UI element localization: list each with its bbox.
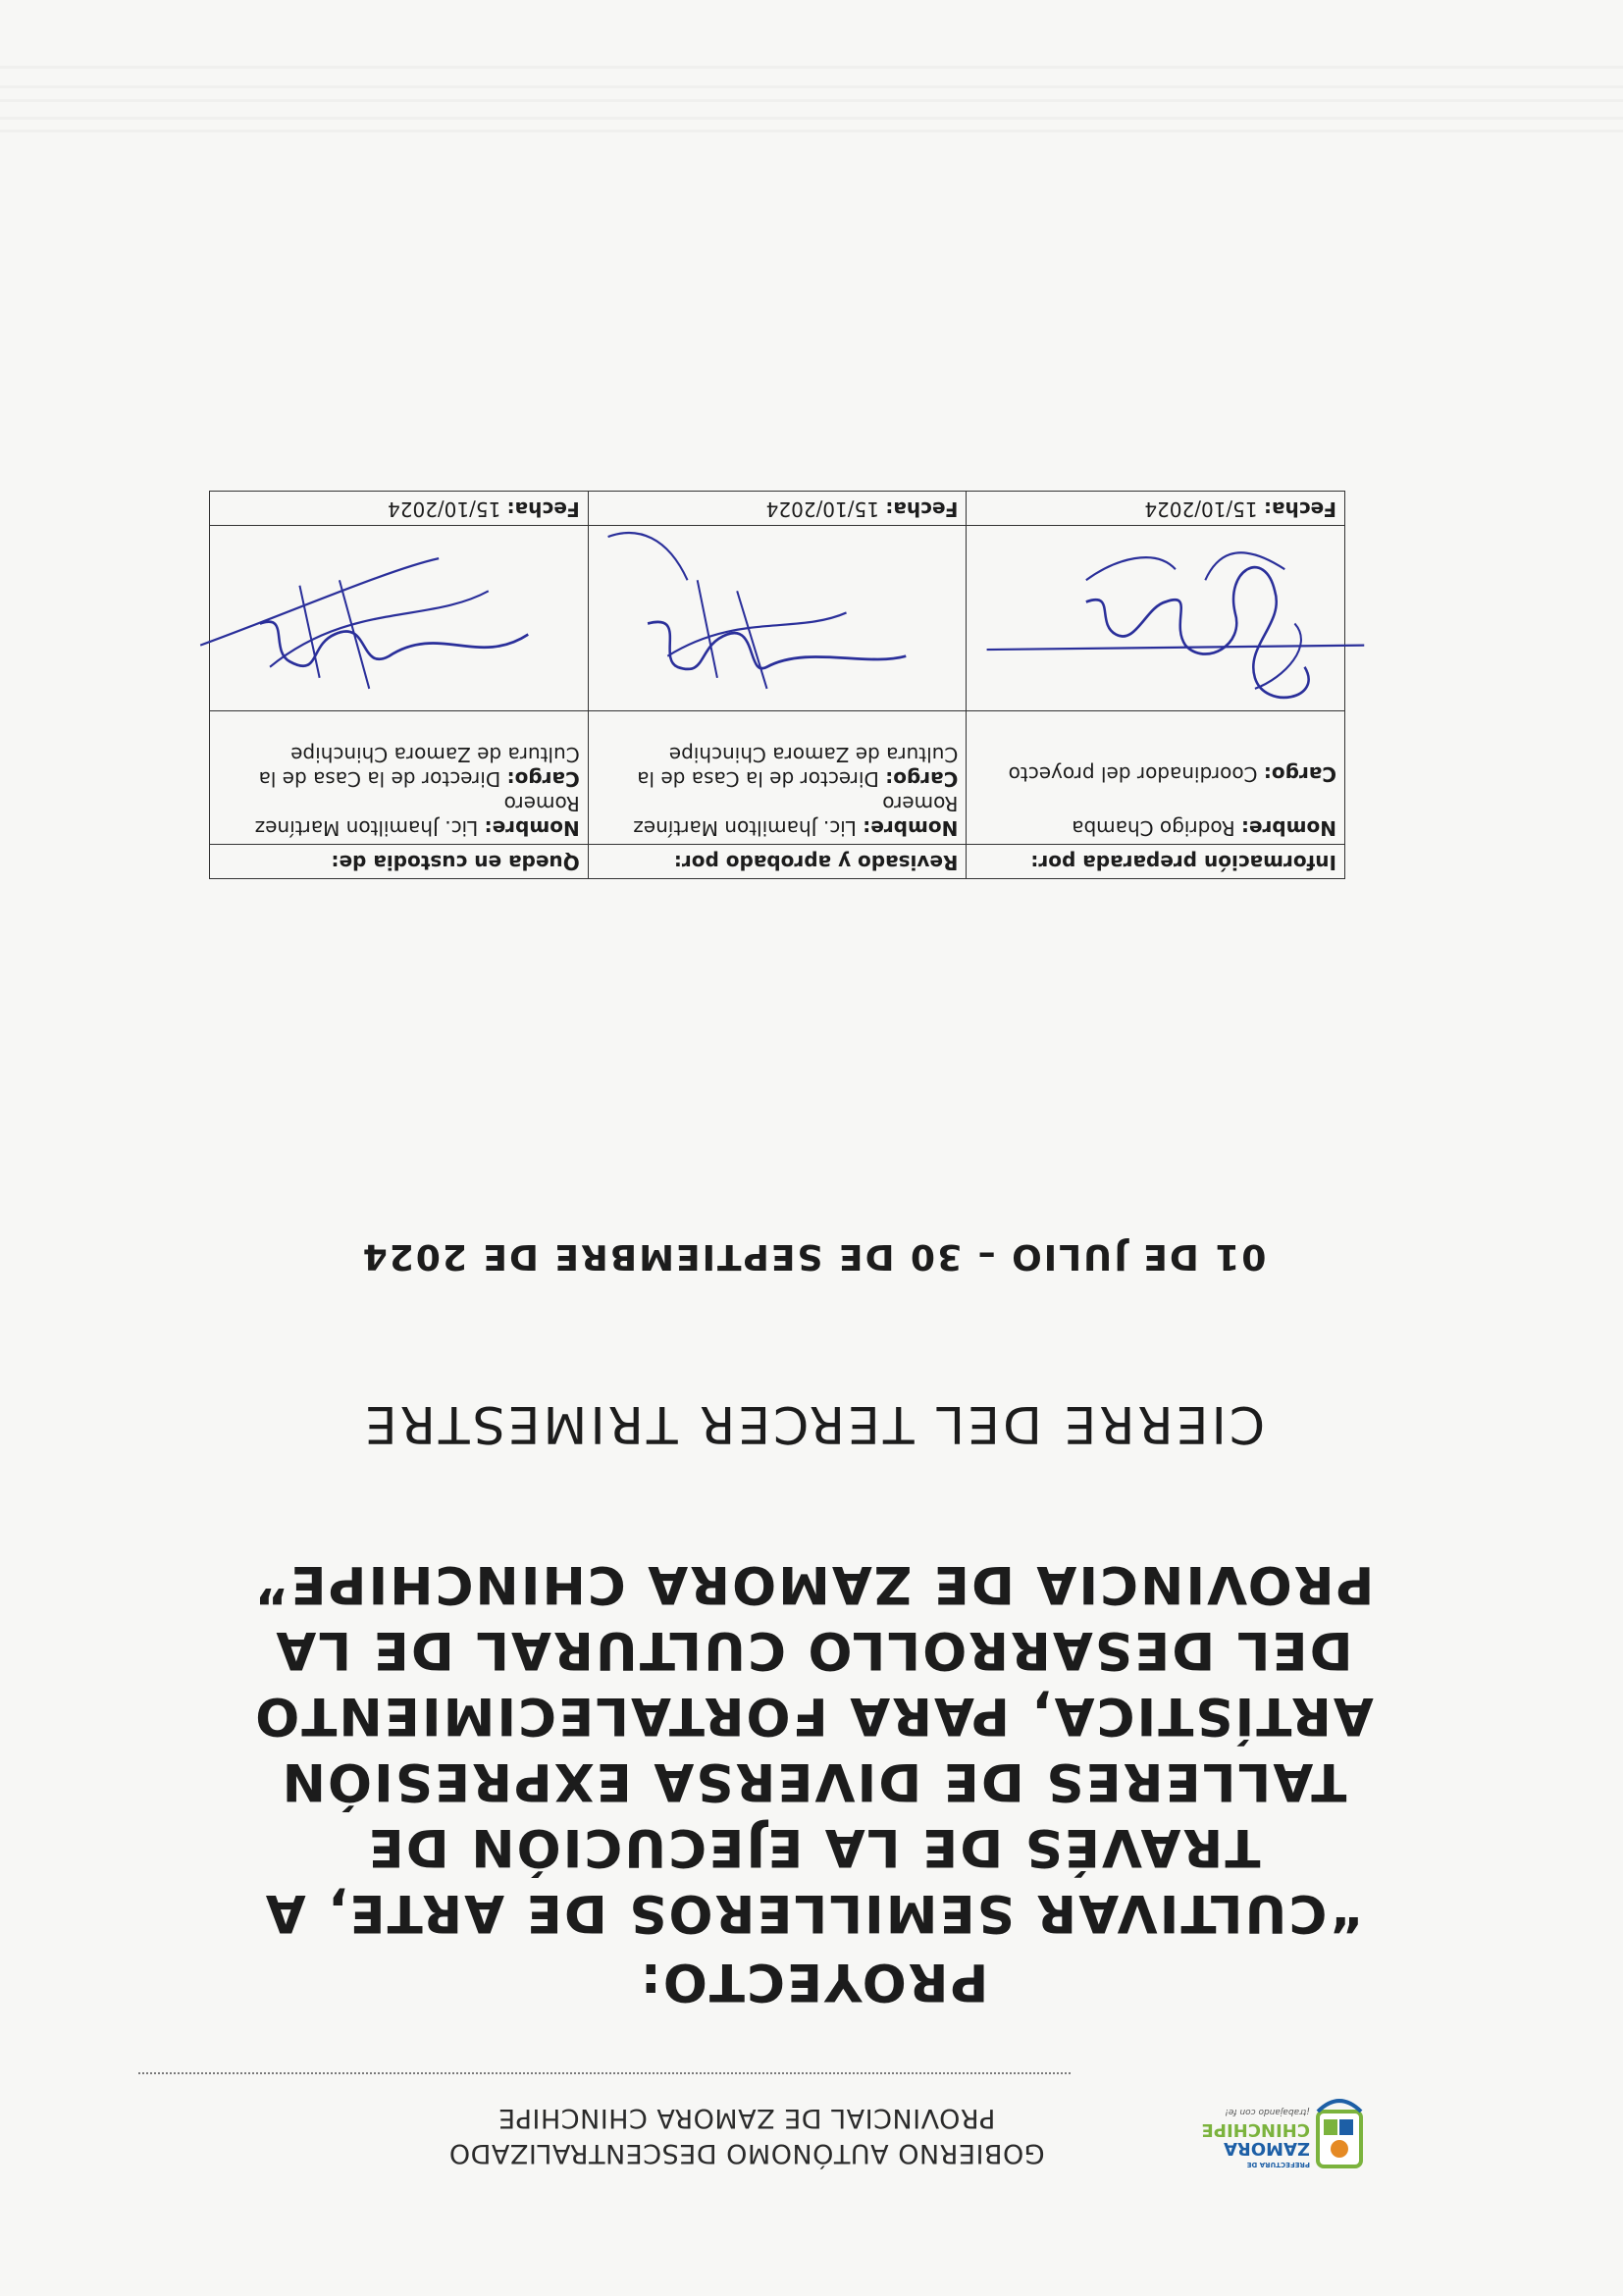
svg-text:PREFECTURA DE: PREFECTURA DE bbox=[1246, 2161, 1310, 2168]
custody-date bbox=[210, 492, 589, 526]
custody-name: Lic. Jhamilton Martínez Romero bbox=[254, 792, 580, 841]
reviewed-by-signature-cell bbox=[588, 525, 967, 710]
role-label: Cargo: bbox=[506, 767, 580, 792]
header-reviewed-by: Revisado y aprobado por: bbox=[588, 845, 967, 879]
date-range: 01 DE JULIO – 30 DE SEPTIEMBRE DE 2024 bbox=[360, 1236, 1267, 1277]
table-header-row bbox=[210, 845, 1345, 879]
institution-line-2: PROVINCIAL DE ZAMORA CHINCHIPE bbox=[497, 2103, 996, 2133]
svg-text:ZAMORA: ZAMORA bbox=[1224, 2138, 1310, 2159]
prepared-by-signature-cell bbox=[967, 525, 1345, 710]
project-label: PROYECTO: bbox=[638, 1952, 989, 2011]
date-label: Fecha: bbox=[885, 496, 959, 521]
reviewed-by-name: Lic. Jhamilton Martínez Romero bbox=[633, 792, 959, 841]
header-divider bbox=[138, 2072, 1071, 2074]
prepared-by-signature bbox=[967, 526, 1344, 710]
prefectura-logo bbox=[1201, 2082, 1365, 2180]
role-label: Cargo: bbox=[1263, 762, 1336, 787]
table-date-row bbox=[210, 492, 1345, 526]
signature-table bbox=[209, 491, 1345, 879]
project-name bbox=[220, 1551, 1407, 1946]
reviewed-by-date bbox=[588, 492, 967, 526]
role-label: Cargo: bbox=[885, 767, 959, 792]
project-name-line: ARTÍSTICA, PARA FORTALECIMIENTO bbox=[253, 1686, 1374, 1746]
name-label: Nombre: bbox=[1240, 816, 1336, 841]
custody-signature-cell bbox=[210, 525, 589, 710]
date-value: 15/10/2024 bbox=[765, 496, 879, 521]
header-custody-of: Queda en custodia de: bbox=[210, 845, 589, 879]
title-block bbox=[220, 1236, 1407, 2011]
date-label: Fecha: bbox=[506, 496, 580, 521]
prepared-by-name: Rodrigo Chamba bbox=[1072, 816, 1235, 841]
reviewed-by-role: Director de la Casa de la Cultura de Zamora Chinchipe bbox=[637, 743, 959, 792]
custody-role: Director de la Casa de la Cultura de Zamora Chinchipe bbox=[258, 743, 580, 792]
custody-signature bbox=[210, 526, 588, 710]
table-signature-row bbox=[210, 525, 1345, 710]
header-prepared-by: Información preparada por: bbox=[967, 845, 1345, 879]
prepared-by-info bbox=[967, 710, 1345, 844]
prepared-by-date bbox=[967, 492, 1345, 526]
prepared-by-role: Coordinador del proyecto bbox=[1008, 762, 1258, 787]
project-name-line: DEL DESARROLLO CULTURAL DE LA bbox=[274, 1620, 1353, 1680]
reviewed-by-info bbox=[588, 710, 967, 844]
project-name-line: TRAVÉS DE LA EJECUCIÓN DE bbox=[366, 1817, 1261, 1877]
date-label: Fecha: bbox=[1263, 496, 1336, 521]
project-name-line: TALLERES DE DIVERSA EXPRESIÓN bbox=[280, 1751, 1347, 1811]
name-label: Nombre: bbox=[863, 816, 959, 841]
svg-text:CHINCHIPE: CHINCHIPE bbox=[1201, 2119, 1310, 2140]
custody-info bbox=[210, 710, 589, 844]
svg-text:¡trabajando con fe!: ¡trabajando con fe! bbox=[1225, 2107, 1310, 2116]
institution-name bbox=[374, 2100, 1120, 2170]
name-label: Nombre: bbox=[484, 816, 580, 841]
project-name-line: PROVINCIA DE ZAMORA CHINCHIPE” bbox=[252, 1554, 1375, 1614]
document-header bbox=[384, 2072, 1365, 2180]
project-name-line: “CULTIVAR SEMILLEROS DE ARTE, A bbox=[263, 1883, 1364, 1943]
table-info-row bbox=[210, 710, 1345, 844]
institution-line-1: GOBIERNO AUTÓNOMO DESCENTRALIZADO bbox=[448, 2138, 1045, 2168]
quarter-title: CIERRE DEL TERCER TRIMESTRE bbox=[361, 1394, 1266, 1453]
date-value: 15/10/2024 bbox=[1144, 496, 1258, 521]
reviewed-by-signature bbox=[589, 526, 967, 710]
date-value: 15/10/2024 bbox=[388, 496, 501, 521]
